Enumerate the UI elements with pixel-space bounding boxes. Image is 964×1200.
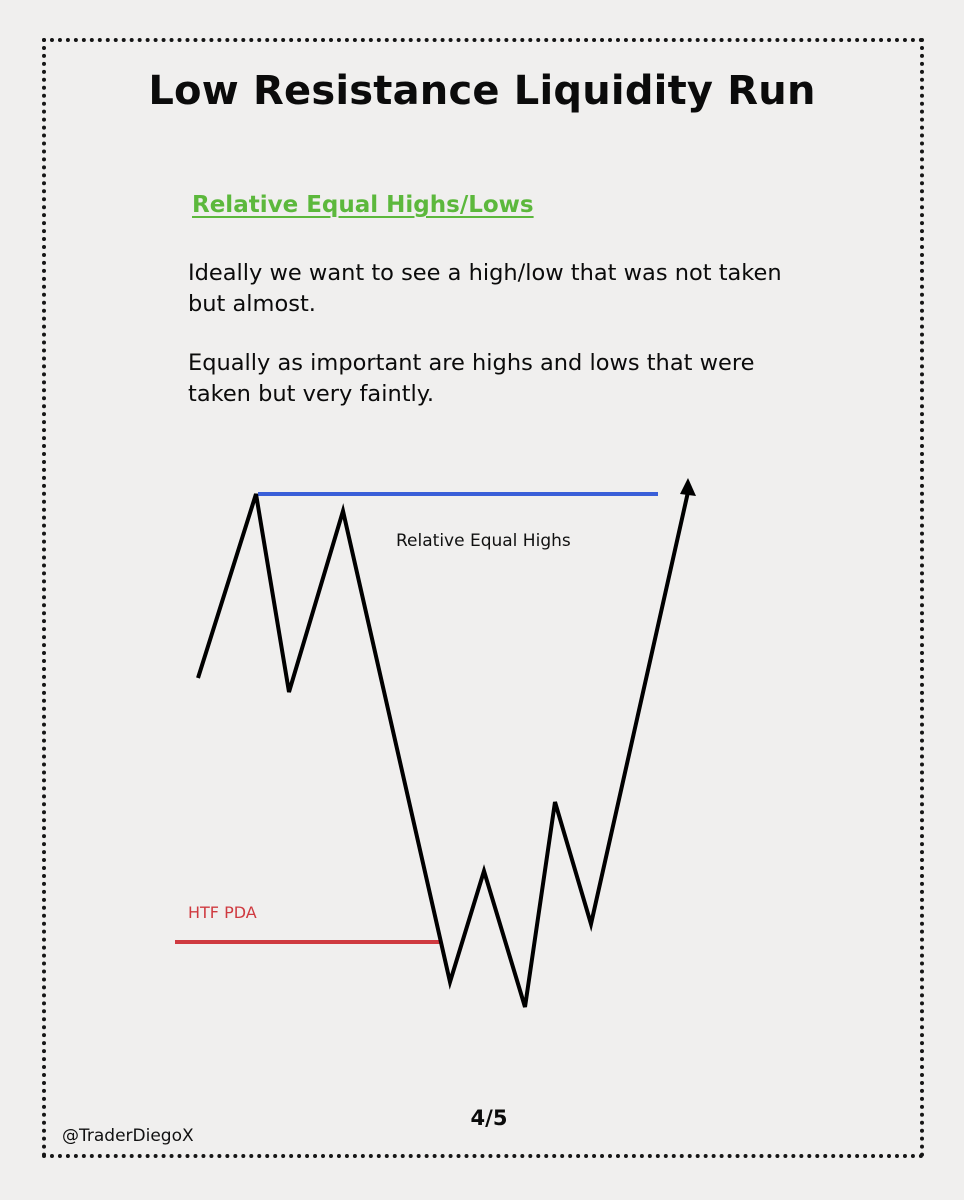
page-title: Low Resistance Liquidity Run (148, 68, 816, 114)
paragraph-1: Ideally we want to see a high/low that was not taken but almost. (188, 260, 782, 317)
arrow-head-icon (680, 478, 696, 496)
paragraph-2: Equally as important are highs and lows that were taken but very faintly. (188, 350, 755, 407)
htf-pda-label: HTF PDA (188, 903, 257, 922)
page-number: 4/5 (470, 1106, 508, 1130)
equal-highs-label: Relative Equal Highs (396, 531, 571, 551)
price-path-line (198, 492, 688, 1007)
author-handle: @TraderDiegoX (62, 1126, 194, 1146)
section-subtitle: Relative Equal Highs/Lows (192, 192, 534, 218)
